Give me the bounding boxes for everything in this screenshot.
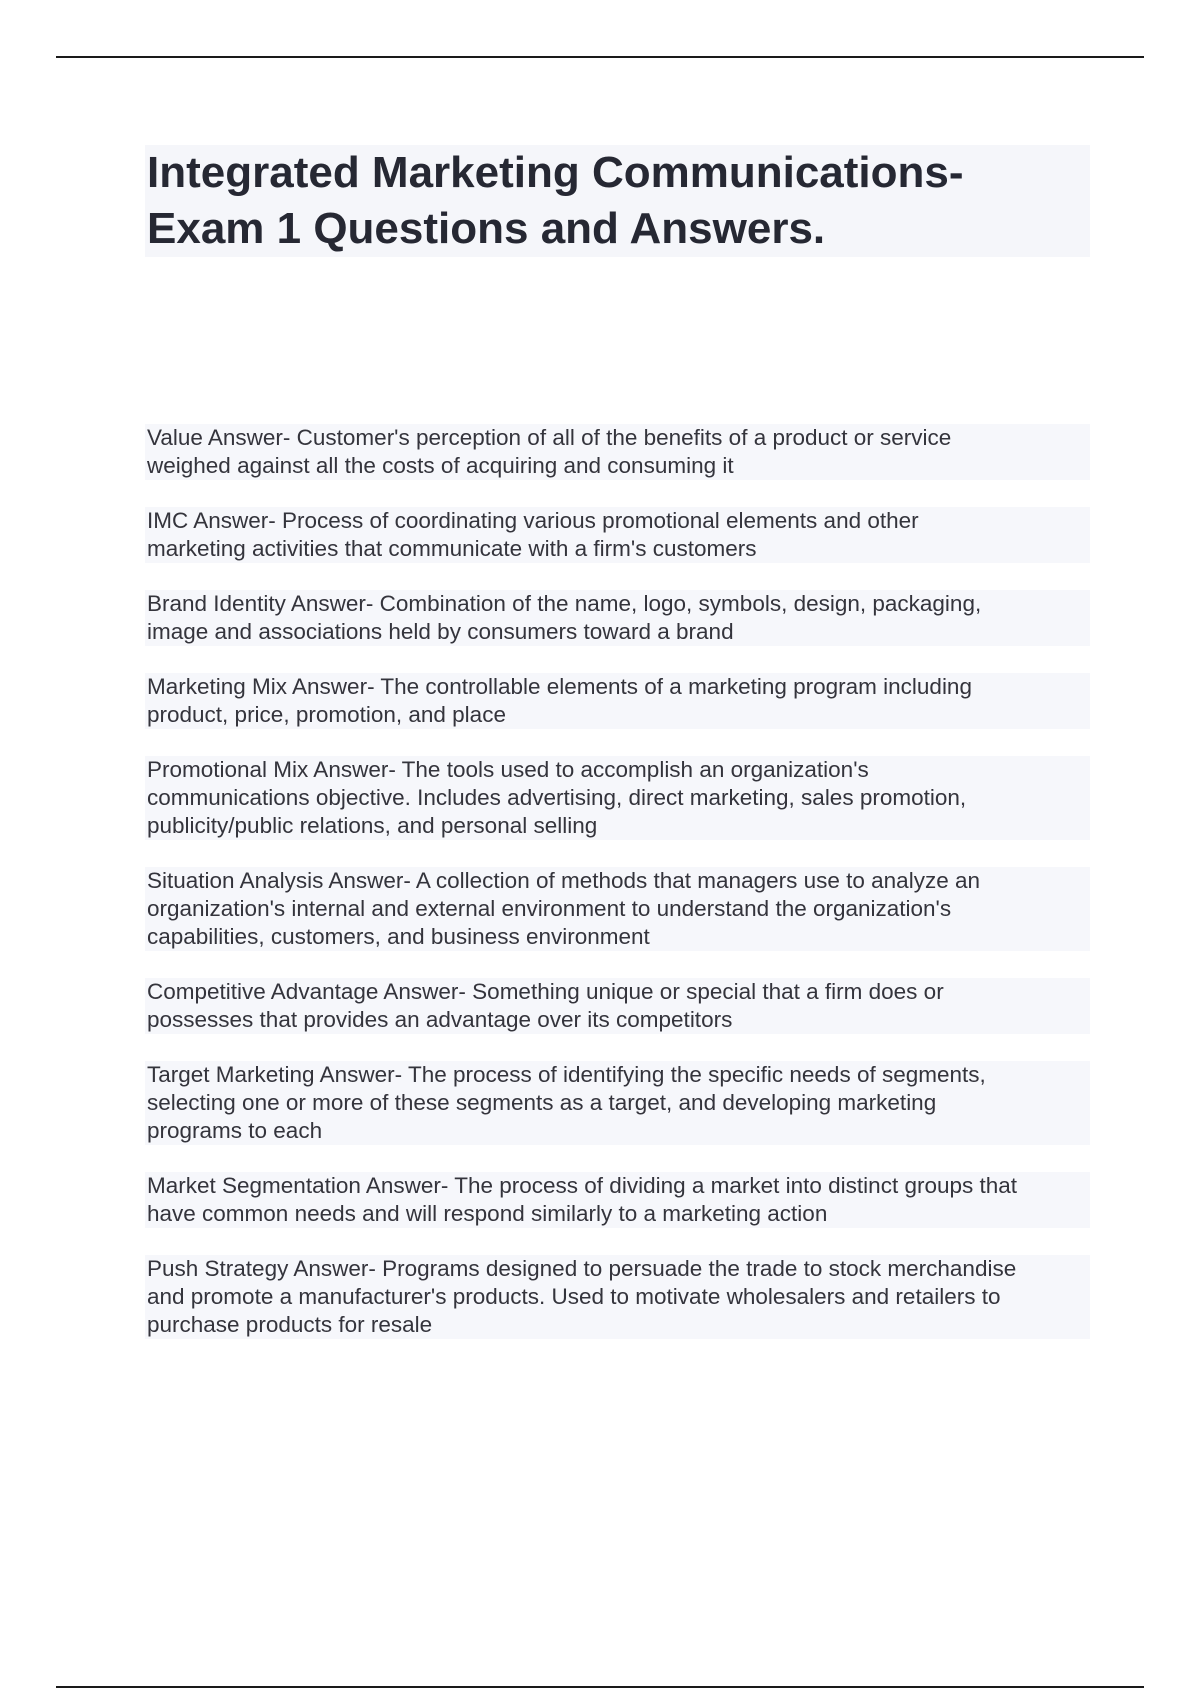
qa-line: Marketing Mix Answer- The controllable elements of a marketing program including (147, 674, 972, 699)
qa-line: Push Strategy Answer- Programs designed to persuade the trade to stock merchandise (147, 1256, 1017, 1281)
qa-item-situation-analysis (145, 867, 1090, 951)
qa-line: marketing activities that communicate with a firm's customers (147, 536, 757, 561)
qa-line: product, price, promotion, and place (147, 702, 506, 727)
qa-item-value (145, 424, 1090, 480)
qa-line: weighed against all the costs of acquiring and consuming it (147, 453, 734, 478)
header-rule (56, 56, 1144, 58)
document-title-line: Integrated Marketing Communications- (147, 148, 964, 197)
qa-line: organization's internal and external environment to understand the organization's (147, 896, 952, 921)
qa-line: IMC Answer- Process of coordinating various promotional elements and other (147, 508, 919, 533)
qa-item-imc (145, 507, 1090, 563)
qa-item-brand-identity (145, 590, 1090, 646)
qa-line: image and associations held by consumers toward a brand (147, 619, 734, 644)
footer-rule (56, 1686, 1144, 1688)
qa-item-promotional-mix (145, 756, 1090, 840)
document-title-line: Exam 1 Questions and Answers. (147, 204, 826, 253)
qa-item-push-strategy (145, 1255, 1090, 1339)
qa-line: have common needs and will respond similarly to a marketing action (147, 1201, 828, 1226)
qa-item-marketing-mix (145, 673, 1090, 729)
qa-line: and promote a manufacturer's products. Used to motivate wholesalers and retailers to (147, 1284, 1001, 1309)
qa-line: programs to each (147, 1118, 323, 1143)
qa-line: Brand Identity Answer- Combination of the name, logo, symbols, design, packaging, (147, 591, 982, 616)
qa-item-market-segmentation (145, 1172, 1090, 1228)
qa-line: Market Segmentation Answer- The process of dividing a market into distinct groups that (147, 1173, 1018, 1198)
qa-line: Situation Analysis Answer- A collection of methods that managers use to analyze an (147, 868, 980, 893)
qa-line: selecting one or more of these segments as a target, and developing marketing (147, 1090, 937, 1115)
qa-line: purchase products for resale (147, 1312, 433, 1337)
qa-line: possesses that provides an advantage over its competitors (147, 1007, 733, 1032)
qa-item-competitive-advantage (145, 978, 1090, 1034)
qa-item-target-marketing (145, 1061, 1090, 1145)
qa-list (145, 424, 1090, 1366)
qa-line: Target Marketing Answer- The process of identifying the specific needs of segments, (147, 1062, 986, 1087)
qa-line: Value Answer- Customer's perception of all of the benefits of a product or service (147, 425, 952, 450)
qa-line: capabilities, customers, and business environment (147, 924, 650, 949)
qa-line: Promotional Mix Answer- The tools used to accomplish an organization's (147, 757, 869, 782)
qa-line: communications objective. Includes advertising, direct marketing, sales promotion, (147, 785, 967, 810)
title-block (145, 145, 1090, 257)
document-title (145, 145, 1090, 257)
qa-line: publicity/public relations, and personal selling (147, 813, 598, 838)
qa-line: Competitive Advantage Answer- Something unique or special that a firm does or (147, 979, 944, 1004)
